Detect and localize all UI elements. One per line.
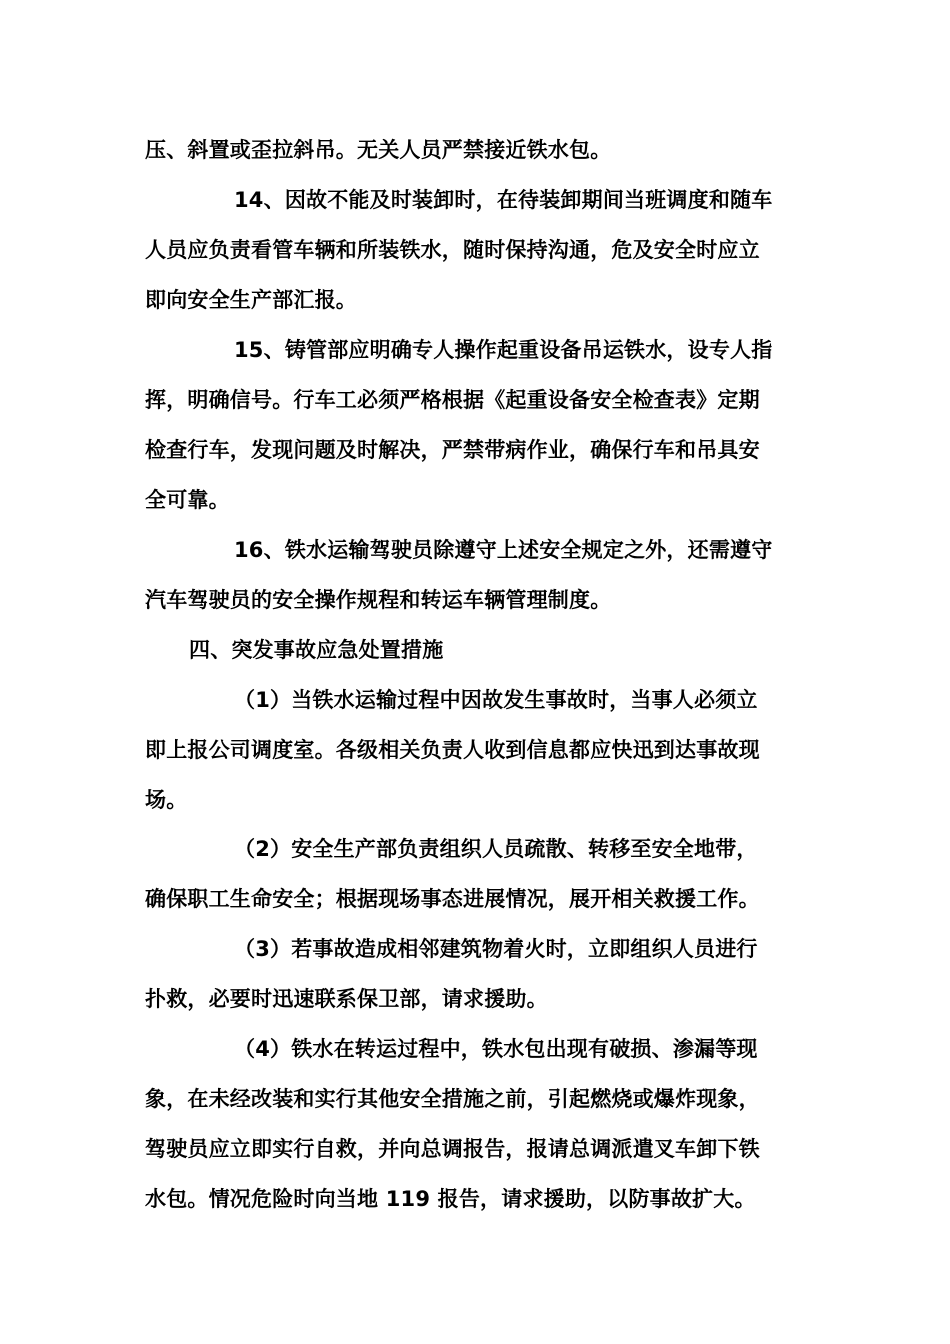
text-line: 水包。情况危险时向当地 119 报告，请求援助，以防事故扩大。 <box>145 1187 756 1211</box>
text-line: 14、因故不能及时装卸时，在待装卸期间当班调度和随车 <box>234 188 773 212</box>
text-line: （2）安全生产部负责组织人员疏散、转移至安全地带， <box>234 837 758 861</box>
text-line: 检查行车，发现问题及时解决，严禁带病作业，确保行车和吊具安 <box>145 438 760 462</box>
text-line: 16、铁水运输驾驶员除遵守上述安全规定之外，还需遵守 <box>234 538 773 562</box>
section-heading: 四、突发事故应急处置措施 <box>189 638 444 662</box>
text-line: 扑救，必要时迅速联系保卫部，请求援助。 <box>145 987 548 1011</box>
text-line: 象，在未经改装和实行其他安全措施之前，引起燃烧或爆炸现象， <box>145 1087 760 1111</box>
text-line: （4）铁水在转运过程中，铁水包出现有破损、渗漏等现 <box>234 1037 758 1061</box>
text-line: 全可靠。 <box>145 488 230 512</box>
text-line: （1）当铁水运输过程中因故发生事故时，当事人必须立 <box>234 688 758 712</box>
text-line: 即向安全生产部汇报。 <box>145 288 357 312</box>
text-line: 场。 <box>145 788 188 812</box>
text-line: 驾驶员应立即实行自救，并向总调报告，报请总调派遣叉车卸下铁 <box>145 1137 760 1161</box>
text-line: 汽车驾驶员的安全操作规程和转运车辆管理制度。 <box>145 588 612 612</box>
text-line: 确保职工生命安全；根据现场事态进展情况，展开相关救援工作。 <box>145 887 760 911</box>
text-line: （3）若事故造成相邻建筑物着火时，立即组织人员进行 <box>234 937 758 961</box>
text-line: 即上报公司调度室。各级相关负责人收到信息都应快迅到达事故现 <box>145 738 760 762</box>
text-line: 压、斜置或歪拉斜吊。无关人员严禁接近铁水包。 <box>145 138 612 162</box>
text-line: 人员应负责看管车辆和所装铁水，随时保持沟通，危及安全时应立 <box>145 238 760 262</box>
text-line: 15、铸管部应明确专人操作起重设备吊运铁水，设专人指 <box>234 338 773 362</box>
text-line: 挥，明确信号。行车工必须严格根据《起重设备安全检查表》定期 <box>145 388 760 412</box>
